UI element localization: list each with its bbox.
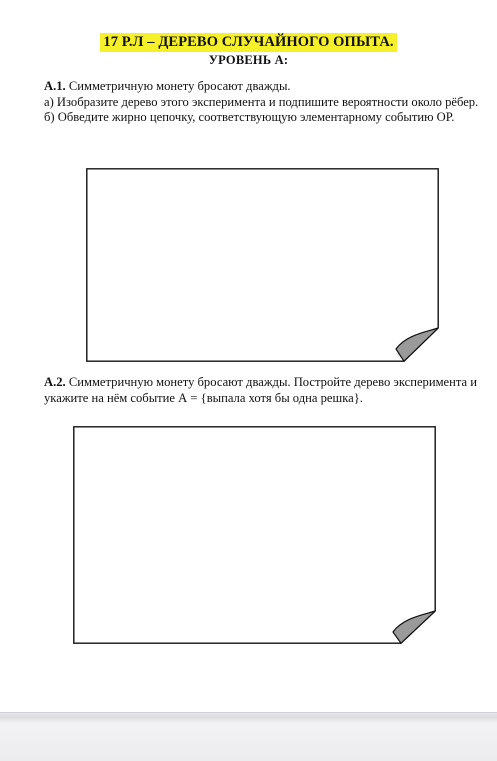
task-a1-part-b: б) Обведите жирно цепочку, соответствующую элементарному событию ОР. [44,110,455,125]
task-a1 [44,79,484,126]
task-a2 [44,375,484,406]
worksheet-title: 17 Р.Л – ДЕРЕВО СЛУЧАЙНОГО ОПЫТА. [100,33,396,52]
answer-box-a1 [86,168,439,362]
task-a1-number: А.1. [44,79,66,93]
task-a1-statement [44,79,484,95]
task-a2-number: А.2. [44,375,66,389]
page-curl-frame-a1 [86,168,439,362]
task-a2-statement [44,375,484,406]
task-a1-text: Симметричную монету бросают дважды. [65,79,291,93]
task-a1-part-a: а) Изобразите дерево этого эксперимента и подпишите вероятности около рёбер. [44,94,479,109]
page-curl-frame-a2 [73,426,436,644]
level-heading: УРОВЕНЬ А: [208,53,289,67]
viewer-bottom-bar [0,712,497,761]
answer-box-a2 [73,426,436,644]
worksheet-header [0,33,497,52]
task-a2-text: Симметричную монету бросают дважды. Постройте дерево эксперимента и укажите на нём событие А = {выпала хотя бы одна решка}. [44,375,478,405]
